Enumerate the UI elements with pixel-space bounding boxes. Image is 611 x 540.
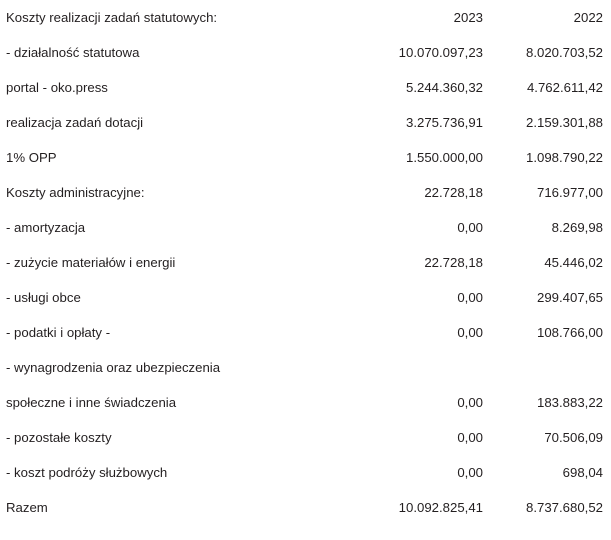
row-value-2022: 108.766,00 [536, 325, 603, 340]
row-label: - koszt podróży służbowych [6, 465, 168, 480]
row-value-2022: 2.159.301,88 [525, 115, 603, 130]
row-value-2023: 0,00 [457, 395, 483, 410]
table-row [6, 426, 603, 461]
row-value-2022: 4.762.611,42 [526, 80, 603, 95]
column-header-year-2023: 2023 [453, 10, 483, 25]
row-label: - podatki i opłaty - [6, 325, 111, 340]
row-value-2022: 70.506,09 [544, 430, 603, 445]
row-value-2022: 299.407,65 [536, 290, 603, 305]
row-value-2022: 1.098.790,22 [525, 150, 603, 165]
table-row [6, 76, 603, 111]
row-label: - usługi obce [6, 290, 81, 305]
column-header-year-2022: 2022 [573, 10, 603, 25]
row-value-2022: 8.020.703,52 [525, 45, 603, 60]
table-row [6, 356, 603, 391]
row-value-2023 [361, 356, 483, 391]
row-label: Koszty administracyjne: [6, 185, 145, 200]
table-row [6, 286, 603, 321]
table-row [6, 251, 603, 286]
row-value-2023: 0,00 [457, 325, 483, 340]
table-row [6, 111, 603, 146]
row-value-2023: 1.550.000,00 [405, 150, 483, 165]
table-row [6, 6, 603, 41]
row-value-2023: 10.092.825,41 [398, 500, 483, 515]
row-value-2023: 22.728,18 [424, 185, 483, 200]
costs-table [6, 6, 603, 531]
costs-table-body [6, 6, 603, 531]
row-value-2022: 698,04 [562, 465, 603, 480]
row-label: Koszty realizacji zadań statutowych: [6, 10, 218, 25]
row-value-2023: 5.244.360,32 [405, 80, 483, 95]
row-value-2022 [483, 356, 603, 391]
row-value-2022: 8.737.680,52 [525, 500, 603, 515]
table-row [6, 41, 603, 76]
row-value-2022: 45.446,02 [544, 255, 603, 270]
table-row [6, 216, 603, 251]
table-row [6, 321, 603, 356]
row-label: 1% OPP [6, 150, 57, 165]
row-value-2023: 3.275.736,91 [405, 115, 483, 130]
row-value-2023: 0,00 [457, 465, 483, 480]
row-value-2022: 183.883,22 [536, 395, 603, 410]
row-value-2023: 22.728,18 [424, 255, 483, 270]
row-label: społeczne i inne świadczenia [6, 395, 177, 410]
row-label: portal - oko.press [6, 80, 108, 95]
row-value-2022: 8.269,98 [551, 220, 603, 235]
table-row [6, 461, 603, 496]
row-value-2023: 0,00 [457, 290, 483, 305]
row-label: - wynagrodzenia oraz ubezpieczenia [6, 360, 221, 375]
row-value-2023: 0,00 [457, 430, 483, 445]
table-row [6, 391, 603, 426]
row-label: - działalność statutowa [6, 45, 140, 60]
table-row [6, 181, 603, 216]
table-row-total [6, 496, 603, 531]
row-label: Razem [6, 500, 48, 515]
row-label: realizacja zadań dotacji [6, 115, 144, 130]
row-value-2023: 10.070.097,23 [398, 45, 483, 60]
row-label: - pozostałe koszty [6, 430, 112, 445]
row-label: - amortyzacja [6, 220, 86, 235]
row-label: - zużycie materiałów i energii [6, 255, 176, 270]
table-row [6, 146, 603, 181]
row-value-2023: 0,00 [457, 220, 483, 235]
row-value-2022: 716.977,00 [536, 185, 603, 200]
